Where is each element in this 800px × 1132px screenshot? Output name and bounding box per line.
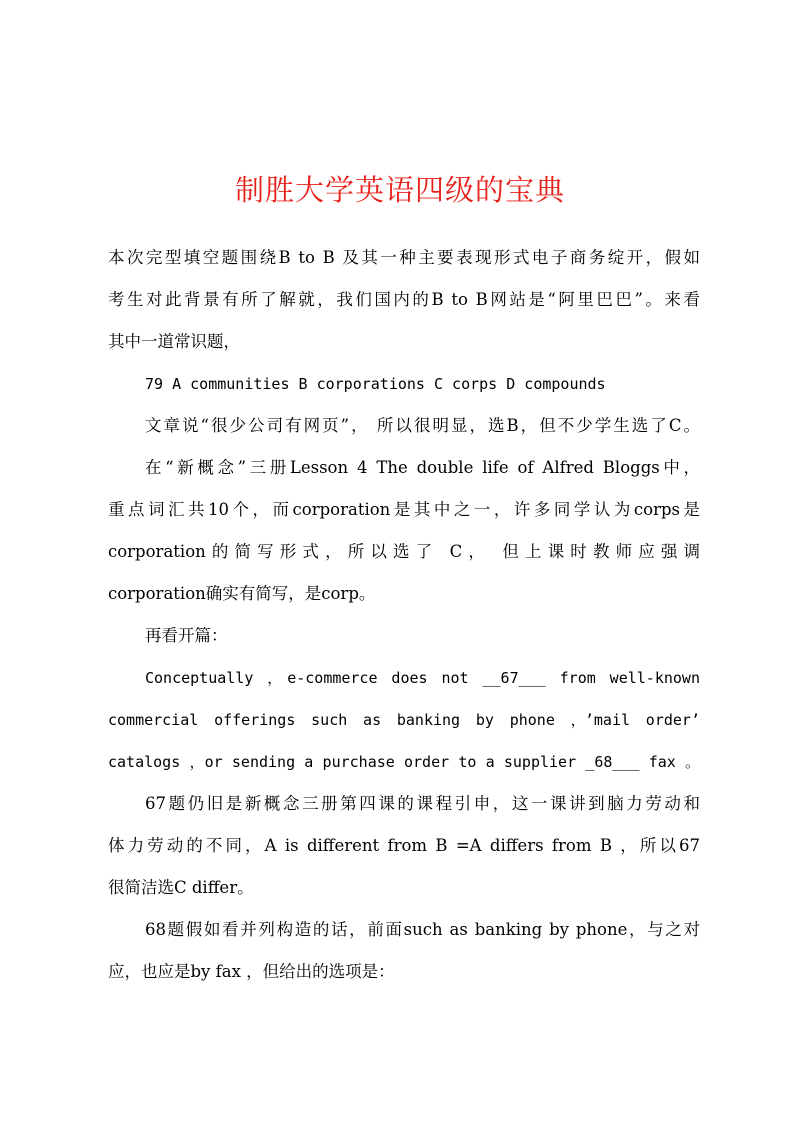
paragraph-line-16: 很简洁选C differ。 xyxy=(108,878,254,897)
paragraph-line-17: 68题假如看并列构造的话，前面such as banking by phone，与之对 xyxy=(145,920,700,939)
paragraph-line-7: 重点词汇共10个，而corporation是其中之一，许多同学认为corps是 xyxy=(108,500,700,519)
paragraph-line-1: 本次完型填空题围绕B to B 及其一种主要表现形式电子商务绽开，假如 xyxy=(108,248,700,267)
document-title: 制胜大学英语四级的宝典 xyxy=(234,173,565,207)
paragraph-line-10: 再看开篇： xyxy=(145,626,228,645)
passage-line-3: catalogs ，or sending a purchase order to a supplier _68___ fax 。 xyxy=(108,753,700,771)
paragraph-line-8: corporation的简写形式，所以选了 C， 但上课时教师应强调 xyxy=(108,542,700,561)
paragraph-line-9: corporation确实有简写，是corp。 xyxy=(108,584,376,603)
paragraph-line-14: 67题仍旧是新概念三册第四课的课程引申，这一课讲到脑力劳动和 xyxy=(145,794,700,813)
question-79-options: 79 A communities B corporations C corps D compounds xyxy=(145,375,606,393)
paragraph-line-3: 其中一道常识题， xyxy=(108,332,240,351)
passage-line-2: commercial offerings such as banking by phone ，’mail order’ xyxy=(108,711,700,729)
paragraph-line-15: 体力劳动的不同，A is different from B =A differs from B ，所以67 xyxy=(108,836,700,855)
paragraph-line-5: 文章说“很少公司有网页”， 所以很明显，选B，但不少学生选了C。 xyxy=(145,416,700,435)
passage-line-1: Conceptually ，e-commerce does not __67___ from well-known xyxy=(145,669,700,687)
paragraph-line-18: 应，也应是by fax ，但给出的选项是： xyxy=(108,962,395,981)
paragraph-line-2: 考生对此背景有所了解就，我们国内的B to B网站是“阿里巴巴”。来看 xyxy=(108,290,700,309)
paragraph-line-6: 在“新概念”三册Lesson 4 The double life of Alfred Bloggs中， xyxy=(145,458,700,477)
